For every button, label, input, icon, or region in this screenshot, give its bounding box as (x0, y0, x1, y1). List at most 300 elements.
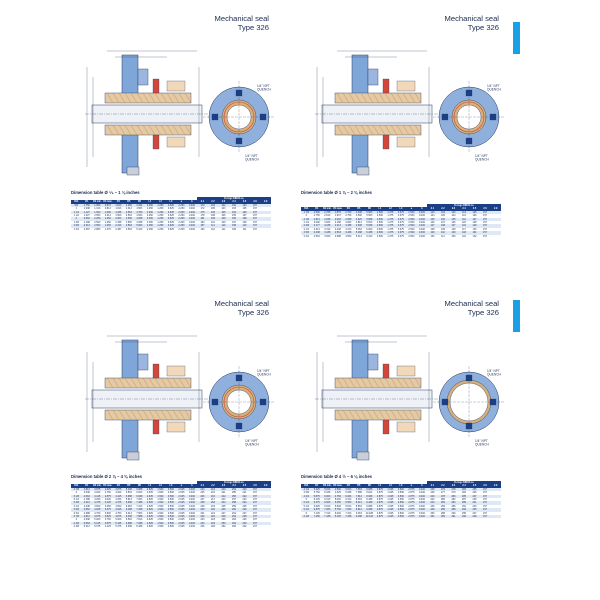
table-cell: 0.500 (396, 515, 407, 518)
table-cell: 6.188 (124, 508, 135, 511)
table-cell: 9.063 (354, 512, 365, 515)
column-header: 2.1 (427, 484, 438, 487)
table-cell: 1.127 (82, 211, 93, 214)
table-cell: 226 (208, 525, 219, 528)
table-cell: 2.250 (176, 224, 187, 227)
column-header: L2 (155, 484, 166, 487)
table-cell: 4.063 (82, 495, 93, 498)
table-cell: 1.625 (385, 498, 396, 501)
table-cell: 0.400 (187, 228, 198, 231)
table-cell: 148 (448, 228, 459, 231)
table-cell: 217 (208, 498, 219, 501)
table-cell: 6.125 (312, 498, 323, 501)
table-cell: 284 (438, 505, 449, 508)
table-cell: 2.750 (103, 491, 114, 494)
table-cell: 104 (239, 204, 250, 207)
table-cell: 157 (480, 231, 491, 234)
rotary-ring (153, 79, 159, 93)
table-cell: 0.400 (417, 491, 428, 494)
table-cell: 159 (229, 228, 240, 231)
table-cell: 7.313 (343, 512, 354, 515)
table-cell: 6 (301, 512, 312, 515)
table-cell: 184 (197, 221, 208, 224)
table-cell: 105 (208, 207, 219, 210)
table-cell: 282 (448, 498, 459, 501)
table-caption: Dimension table Ø ⁵⁄₈ – 1 ⅛ inches (71, 190, 140, 195)
column-header: D6 (364, 484, 375, 487)
table-cell: 4.625 (113, 508, 124, 511)
table-cell: 5.500 (333, 505, 344, 508)
table-cell: 6.125 (333, 515, 344, 518)
table-cell: 7.563 (134, 512, 145, 515)
table-cell: 110 (239, 224, 250, 227)
table-cell: 6.563 (322, 501, 333, 504)
table-cell: 248 (469, 515, 480, 518)
table-cell (490, 515, 501, 518)
table-cell: 2.875 (375, 512, 386, 515)
table-cell: 0.625 (166, 204, 177, 207)
table-cell: 0.400 (187, 495, 198, 498)
dimension-table (301, 204, 501, 238)
table-cell: 157 (250, 512, 261, 515)
table-cell: 3.188 (322, 224, 333, 227)
table-cell: 4.250 (92, 498, 103, 501)
table-cell: 231 (197, 512, 208, 515)
table-cell: 5.313 (134, 228, 145, 231)
table-cell: 114 (459, 218, 470, 221)
table-cell: 2.625 (176, 501, 187, 504)
table-cell: 1.250 (103, 221, 114, 224)
bolt-head (357, 452, 369, 460)
table-cell: 2.500 (406, 211, 417, 214)
table-cell: 0.375 (396, 228, 407, 231)
table-cell: 0.500 (166, 488, 177, 491)
table-cell: 4 1/8 (71, 522, 82, 525)
table-cell: 1.625 (385, 488, 396, 491)
column-header: 2.3 (218, 484, 229, 487)
table-cell: 2.500 (312, 211, 323, 214)
table-cell: 4.750 (333, 495, 344, 498)
table-cell: 3.438 (312, 231, 323, 234)
table-cell: 110 (208, 221, 219, 224)
table-cell: 0.375 (396, 235, 407, 238)
table-cell: 2.487 (113, 228, 124, 231)
table-cell: 2.750 (343, 211, 354, 214)
table-cell: 7.813 (134, 518, 145, 521)
table-cell: 0.400 (417, 488, 428, 491)
column-header: L1 (375, 207, 386, 210)
column-header: 2.4 (229, 200, 240, 203)
table-cell: 0.625 (166, 211, 177, 214)
table-cell: 157 (480, 214, 491, 217)
table-cell: 6.313 (364, 235, 375, 238)
table-cell: 2.688 (333, 235, 344, 238)
table-cell: 7.188 (134, 501, 145, 504)
table-cell: 1 3/4 (71, 228, 82, 231)
table-cell: 2.563 (124, 224, 135, 227)
collar (397, 366, 415, 376)
table-cell: 9.938 (364, 508, 375, 511)
table-cell: 3.313 (322, 228, 333, 231)
table-cell: 4.938 (134, 217, 145, 220)
table-cell: 7.063 (322, 508, 333, 511)
column-header: 2.6 (480, 484, 491, 487)
table-cell: 282 (438, 501, 449, 504)
table-cell: 6.563 (343, 501, 354, 504)
table-group-header: O-rings DIN34 no. (197, 197, 271, 200)
table-cell: 5 1/2 (301, 505, 312, 508)
table-cell: 5.313 (354, 235, 365, 238)
column-header: D1 (312, 484, 323, 487)
table-cell: 107 (239, 214, 250, 217)
table-cell: 3.875 (92, 488, 103, 491)
seal-drawing (67, 292, 277, 472)
table-cell: 2.063 (82, 217, 93, 220)
table-cell: 2.875 (406, 501, 417, 504)
table-cell: 0.400 (187, 515, 198, 518)
table-cell: 3.177 (312, 224, 323, 227)
page-title: Mechanical seal (214, 14, 269, 23)
table-cell: 3.750 (103, 518, 114, 521)
table-cell: 152 (229, 204, 240, 207)
table-cell: 245 (469, 508, 480, 511)
table-cell: 2.750 (343, 214, 354, 217)
table-cell: 157 (480, 224, 491, 227)
table-cell: 6.813 (322, 505, 333, 508)
table-cell: 2.250 (176, 221, 187, 224)
page-subtitle: Type 326 (237, 23, 269, 32)
table-cell: 1.500 (155, 488, 166, 491)
table-cell: 4.375 (113, 501, 124, 504)
column-header: D2 min. (322, 484, 332, 488)
table-cell: 0.500 (166, 522, 177, 525)
table-cell: 2.625 (145, 522, 156, 525)
table-cell: 1.250 (103, 217, 114, 220)
table-cell: 4.188 (82, 498, 93, 501)
table-cell: 2.625 (145, 488, 156, 491)
table-cell: 0.375 (396, 214, 407, 217)
table-cell: 3.000 (312, 221, 323, 224)
seal-face (138, 69, 148, 85)
port-label-quench-top: 1/4" NPT QUENCH (487, 369, 501, 377)
table-cell: 2.313 (82, 224, 93, 227)
table-cell: 263 (229, 518, 240, 521)
table-cell: 4.344 (134, 204, 145, 207)
table-cell: 0.500 (396, 498, 407, 501)
table-cell: 221 (239, 491, 250, 494)
table-cell: 157 (480, 491, 491, 494)
table-cell: 6.813 (134, 491, 145, 494)
table-cell: 155 (229, 214, 240, 217)
table-cell: 1.250 (103, 224, 114, 227)
table-cell: 2.625 (176, 498, 187, 501)
table-cell: 249 (218, 518, 229, 521)
table-cell: 276 (438, 488, 449, 491)
table-cell: 2.875 (406, 495, 417, 498)
table-cell: 2.250 (145, 228, 156, 231)
table-cell: 284 (448, 501, 459, 504)
table-cell: 230 (197, 508, 208, 511)
table-cell: 4 3/4 (301, 495, 312, 498)
column-header: a (406, 207, 417, 210)
table-caption: Dimension table Ø 1 ⅞ – 2 ⅜ inches (301, 190, 372, 195)
table-cell: 235 (469, 488, 480, 491)
table-cell: 1 1/2 (71, 214, 82, 217)
table-cell: 144 (448, 214, 459, 217)
table-cell: 243 (218, 498, 229, 501)
table-cell: 6.813 (343, 505, 354, 508)
table-cell: 130 (427, 235, 438, 238)
table-cell: 2.563 (124, 211, 135, 214)
table-cell: 256 (229, 495, 240, 498)
table-cell: 2.875 (375, 508, 386, 511)
table-cell: 226 (197, 495, 208, 498)
table-cell: 7.063 (134, 498, 145, 501)
table-cell: 8.938 (364, 495, 375, 498)
table-cell: 8.188 (134, 525, 145, 528)
table-cell: 6.688 (134, 488, 145, 491)
table-cell: 0.375 (396, 218, 407, 221)
table-cell: 157 (250, 224, 261, 227)
table-cell: 4.750 (92, 512, 103, 515)
table-cell: 5.813 (343, 488, 354, 491)
table-cell: 5.813 (364, 221, 375, 224)
table-cell: 157 (250, 228, 261, 231)
table-cell: 0.500 (396, 491, 407, 494)
table-cell: 2.875 (375, 515, 386, 518)
table-cell: 2.875 (406, 498, 417, 501)
table-cell: 157 (480, 505, 491, 508)
table-cell: 126 (469, 214, 480, 217)
table-cell: 225 (239, 505, 250, 508)
column-header: D3 max. (103, 200, 113, 204)
table-cell: 2.500 (406, 235, 417, 238)
table-cell: 277 (438, 491, 449, 494)
table-cell: 2.625 (176, 515, 187, 518)
table-cell: 239 (427, 491, 438, 494)
table-cell: 6.938 (134, 495, 145, 498)
table-cell: 0.625 (166, 221, 177, 224)
column-header: D1 (82, 484, 93, 487)
table-cell: 2.063 (333, 218, 344, 221)
table-cell: 190 (197, 228, 208, 231)
table-cell: 264 (229, 522, 240, 525)
table-cell: 4.500 (333, 488, 344, 491)
table-cell: 245 (218, 505, 229, 508)
table-cell: 111 (239, 228, 250, 231)
table-cell: 0.500 (166, 495, 177, 498)
table-cell: 0.375 (396, 231, 407, 234)
table-cell: 0.400 (417, 214, 428, 217)
table-cell: 3.063 (343, 221, 354, 224)
table-cell: 5/8 (71, 204, 82, 207)
table-row (71, 228, 271, 231)
table-cell: 222 (239, 495, 250, 498)
table-cell: 2.875 (375, 495, 386, 498)
column-header: D5 (354, 207, 365, 210)
table-group-header: O-rings DIN34 no. (427, 481, 501, 484)
table-cell: 0.400 (417, 221, 428, 224)
table-cell: 291 (448, 515, 459, 518)
table-cell: 0.400 (417, 224, 428, 227)
table-cell: 3.375 (103, 508, 114, 511)
table-cell: 7.438 (343, 515, 354, 518)
bolt-head (127, 167, 139, 175)
table-cell: 7.313 (322, 512, 333, 515)
table-cell: 143 (448, 211, 459, 214)
table-cell: 1.750 (82, 204, 93, 207)
table-cell: 3.438 (343, 231, 354, 234)
table-cell: 175 (197, 211, 208, 214)
table-cell: 2.625 (145, 505, 156, 508)
table-cell: 0.400 (417, 515, 428, 518)
port-label-quench-top: 1/4" NPT QUENCH (257, 84, 271, 92)
table-cell: 2 1/2 (301, 228, 312, 231)
table-cell: 1.500 (155, 508, 166, 511)
table-row (71, 525, 271, 528)
table-cell: 4.125 (113, 495, 124, 498)
table-cell: 106 (218, 214, 229, 217)
table-cell: 2.063 (113, 217, 124, 220)
table-cell: 2.875 (375, 488, 386, 491)
table-cell: 237 (469, 495, 480, 498)
table-cell: 2.500 (375, 218, 386, 221)
table-cell: 255 (229, 491, 240, 494)
table-cell: 157 (480, 508, 491, 511)
table-cell: 5.000 (333, 498, 344, 501)
table-cell: 127 (427, 224, 438, 227)
table-cell: 283 (459, 488, 470, 491)
table-cell: 2.625 (145, 512, 156, 515)
page-title: Mechanical seal (444, 299, 499, 308)
table-cell: 2.313 (103, 214, 114, 217)
table-cell: 0.400 (417, 231, 428, 234)
table-cell: 3 5/8 (71, 508, 82, 511)
column-header: D5 (124, 484, 135, 487)
table-cell: 0.400 (417, 211, 428, 214)
table-cell: 242 (427, 498, 438, 501)
column-header: 2.9 (260, 484, 271, 487)
table-cell: 112 (208, 228, 219, 231)
table-cell: 286 (438, 508, 449, 511)
table-cell: 2 (301, 214, 312, 217)
column-header: 2.3 (448, 484, 459, 487)
table-cell: 157 (250, 488, 261, 491)
table-cell: 2.938 (322, 218, 333, 221)
table-cell: 239 (469, 498, 480, 501)
table-cell: 1.250 (155, 224, 166, 227)
table-cell: 2 7/8 (71, 488, 82, 491)
table-cell: 246 (218, 508, 229, 511)
table-cell: 0.500 (166, 512, 177, 515)
table-cell: 225 (197, 491, 208, 494)
table-cell: 3.313 (343, 228, 354, 231)
table-cell: 2.500 (375, 211, 386, 214)
table-cell: 4.938 (82, 518, 93, 521)
table-cell: 0.400 (417, 235, 428, 238)
column-header: 2.5 (239, 200, 250, 203)
table-cell: 1.250 (155, 217, 166, 220)
column-header: D1 (312, 207, 323, 210)
table-cell: 2.883 (92, 228, 103, 231)
table-caption: Dimension table Ø 2 ⅞ – 4 ⅜ inches (71, 474, 142, 479)
column-header: D5 (354, 484, 365, 487)
table-cell: 229 (239, 518, 250, 521)
table-cell: 2.625 (176, 512, 187, 515)
table-cell: 1.625 (385, 501, 396, 504)
table-cell: 157 (480, 512, 491, 515)
table-cell: 246 (427, 505, 438, 508)
column-header: 2.2 (438, 207, 449, 210)
table-cell: 0.375 (396, 224, 407, 227)
table-cell: 222 (208, 515, 219, 518)
seal-drawing (297, 7, 507, 187)
table-cell: 6.625 (312, 505, 323, 508)
table-cell: 4.250 (113, 498, 124, 501)
table-cell: 2.438 (333, 228, 344, 231)
table-cell: 3.563 (322, 235, 333, 238)
table-cell: 5.563 (124, 491, 135, 494)
table-cell: 108 (208, 214, 219, 217)
table-cell: 2.250 (176, 207, 187, 210)
table-cell: 4.313 (82, 501, 93, 504)
table-cell: 7.125 (312, 512, 323, 515)
table-cell: 1.500 (155, 491, 166, 494)
table-cell (260, 228, 271, 231)
table-cell: 2 1/4 (301, 221, 312, 224)
table-cell: 2.875 (406, 515, 417, 518)
port-label-quench-bottom: 1/4" NPT QUENCH (245, 439, 259, 447)
table-cell: 1.375 (385, 228, 396, 231)
table-cell: 6.375 (312, 501, 323, 504)
column-header: 2.4 (229, 484, 240, 487)
table-cell: 105 (438, 214, 449, 217)
table-cell: 1.375 (385, 218, 396, 221)
table-cell: 157 (250, 211, 261, 214)
column-header: DIA (71, 200, 82, 203)
table-cell: 0.400 (417, 218, 428, 221)
table-cell: 0.500 (166, 498, 177, 501)
rotary-ring (153, 135, 159, 149)
table-cell: 7.688 (134, 515, 145, 518)
table-cell: 1.625 (385, 505, 396, 508)
table-cell: 2.250 (145, 221, 156, 224)
table-cell: 126 (427, 221, 438, 224)
table-cell: 0.400 (417, 228, 428, 231)
table-cell: 2.500 (375, 231, 386, 234)
table-cell: 1.625 (385, 508, 396, 511)
table-cell: 3.563 (343, 235, 354, 238)
table-cell: 2.875 (406, 491, 417, 494)
table-cell: 103 (208, 204, 219, 207)
table-cell: 1.327 (82, 214, 93, 217)
table-cell: 8.563 (354, 505, 365, 508)
table-cell: 4.938 (134, 221, 145, 224)
table-cell: 7.688 (354, 491, 365, 494)
table-cell: 117 (459, 228, 470, 231)
table-cell: 4 3/8 (71, 525, 82, 528)
table-cell: 293 (459, 508, 470, 511)
table-cell: 2.250 (145, 207, 156, 210)
table-cell: 5.563 (364, 214, 375, 217)
table-cell: 6.000 (333, 512, 344, 515)
table-cell: 128 (469, 221, 480, 224)
table-cell: 111 (208, 224, 219, 227)
table-cell: 5.813 (322, 488, 333, 491)
column-header: D1 (82, 200, 93, 203)
table-cell: 0.400 (187, 204, 198, 207)
table-cell: 5.313 (82, 525, 93, 528)
